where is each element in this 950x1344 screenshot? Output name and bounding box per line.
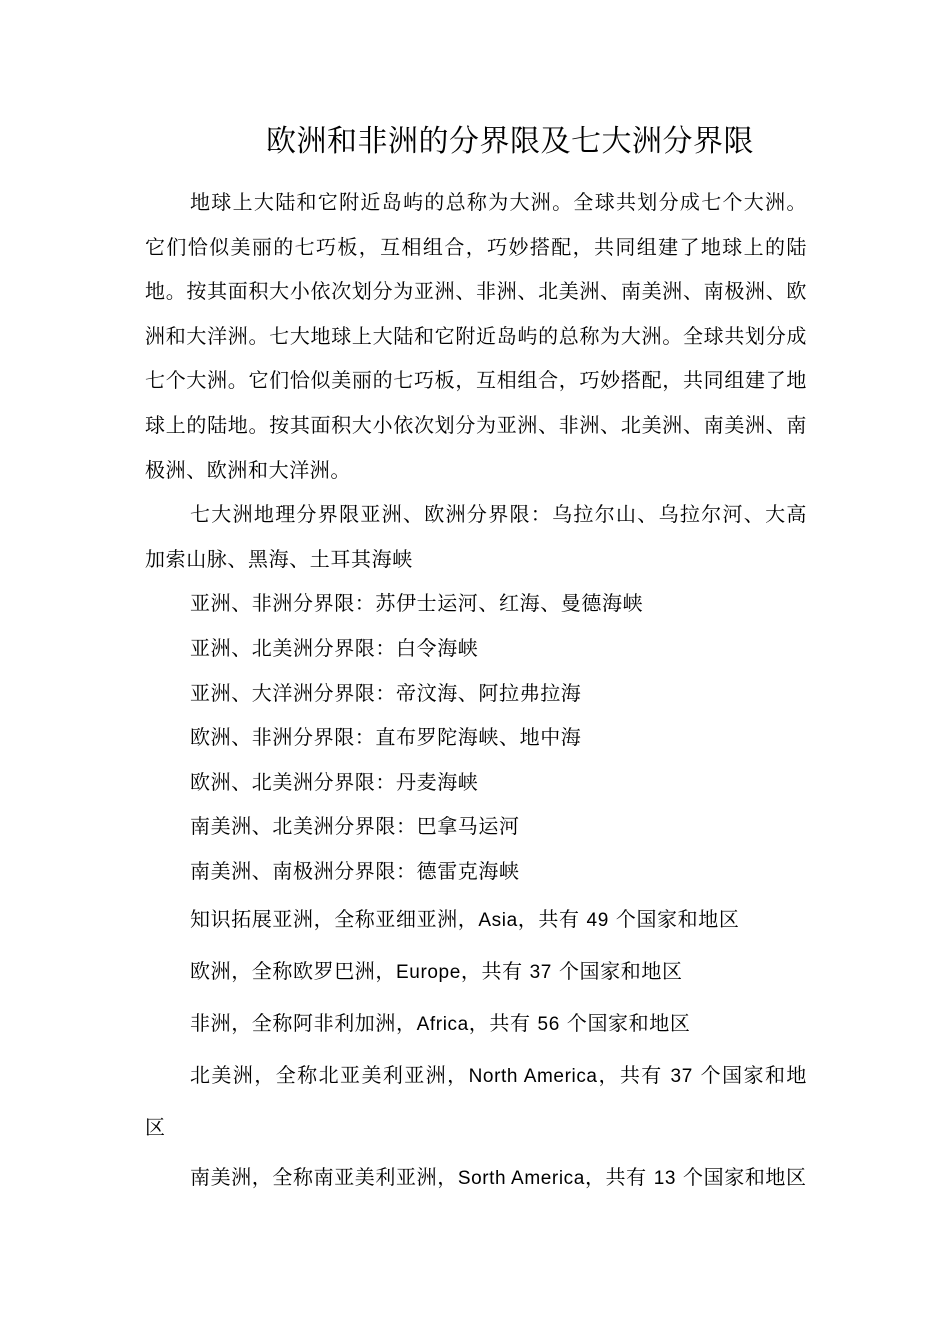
fact-english-name: North America [468,1065,598,1087]
document-title: 欧洲和非洲的分界限及七大洲分界限 [266,124,754,159]
fact-africa [145,998,807,1050]
fact-country-count: 49 [586,909,609,931]
fact-english-name: Europe [396,961,461,983]
boundary-asia-africa: 亚洲、非洲分界限：苏伊士运河、红海、曼德海峡 [190,591,644,616]
fact-country-count: 56 [537,1013,560,1035]
fact-country-count: 13 [653,1167,677,1189]
fact-text: 欧洲，全称欧罗巴洲， [190,958,396,983]
fact-text: 北美洲，全称北亚美利亚洲， [190,1062,469,1087]
fact-text: ，共有 [597,1062,671,1087]
fact-country-count: 37 [529,961,552,983]
fact-text: 知识拓展亚洲，全称亚细亚洲， [190,906,479,931]
fact-text: 个国家和地区 [676,1164,807,1189]
fact-north-america [145,1050,807,1152]
fact-europe [145,946,807,998]
fact-text: 个国家和地区 [559,1010,691,1035]
boundary-south-north-america: 南美洲、北美洲分界限：巴拿马运河 [190,814,520,839]
boundary-asia-europe: 七大洲地理分界限亚洲、欧洲分界限：乌拉尔山、乌拉尔河、大高加索山脉、黑海、土耳其海峡 [145,502,807,571]
boundary-europe-africa: 欧洲、非洲分界限：直布罗陀海峡、地中海 [190,725,582,750]
fact-text: 个国家和地区 [608,906,740,931]
fact-text: 个国家和地区 [551,958,683,983]
fact-text: 非洲，全称阿非利加洲， [190,1010,417,1035]
document-body [145,180,807,1204]
boundary-south-america-antarctica: 南美洲、南极洲分界限：德雷克海峡 [190,858,520,883]
fact-english-name: Africa [416,1013,469,1035]
intro-paragraph: 地球上大陆和它附近岛屿的总称为大洲。全球共划分成七个大洲。它们恰似美丽的七巧板，互相组合，巧妙搭配，共同组建了地球上的陆地。按其面积大小依次划分为亚洲、非洲、北美洲、南美洲、南极洲、欧洲和大洋洲。七大地球上大陆和它附近岛屿的总称为大洲。全球共划分成七个大洲。它们恰似美丽的七巧板，互相组合，巧妙搭配，共同组建了地球上的陆地。按其面积大小依次划分为亚洲、非洲、北美洲、南美洲、南极洲、欧洲和大洋洲。 [145,190,807,482]
fact-text: 个国家和地区 [145,1062,807,1139]
fact-south-america [145,1152,807,1204]
fact-english-name: Asia [478,909,518,931]
fact-text: ，共有 [460,958,530,983]
boundary-europe-north-america: 欧洲、北美洲分界限：丹麦海峡 [190,769,479,794]
fact-text: ，共有 [517,906,587,931]
boundary-asia-oceania: 亚洲、大洋洲分界限：帝汶海、阿拉弗拉海 [190,680,582,705]
fact-text: ，共有 [584,1164,654,1189]
fact-text: 南美洲，全称南亚美利亚洲， [190,1164,458,1189]
fact-country-count: 37 [670,1065,693,1087]
fact-text: ，共有 [468,1010,538,1035]
boundary-asia-north-america: 亚洲、北美洲分界限：白令海峡 [190,635,479,660]
fact-asia [145,894,807,946]
fact-english-name: Sorth America [457,1167,585,1189]
